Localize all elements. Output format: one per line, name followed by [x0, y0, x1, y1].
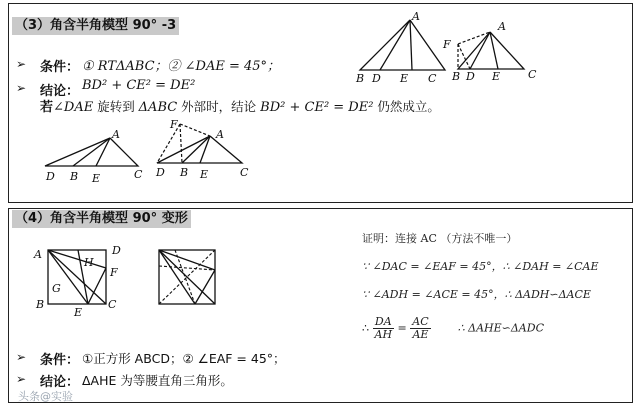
sq1-label-A: A	[34, 248, 42, 261]
fig4-label-B: B	[180, 166, 189, 179]
section-4-heading: （4）角含半角模型 90° 变形	[12, 210, 191, 228]
fig4-label-D: D	[156, 166, 165, 179]
bullet-arrow-icon: ➢	[16, 350, 27, 364]
note-angle: ∠DAE	[53, 100, 94, 115]
fig3-label-D: D	[46, 170, 55, 183]
sq1-label-E: E	[74, 306, 83, 319]
proof-equals: =	[397, 321, 407, 335]
condition-label: 条件：	[40, 60, 80, 75]
bullet-arrow-icon: ➢	[16, 81, 27, 95]
note-text-3: 仍然成立。	[373, 99, 440, 114]
fig1-label-B: B	[356, 72, 365, 85]
section4-condition-text: ①正方形 ABCD；② ∠EAF = 45°；	[82, 351, 286, 366]
proof-line-3	[362, 316, 544, 341]
fig3-label-E: E	[92, 172, 101, 185]
fig1-label-C: C	[428, 72, 437, 85]
figure-square-construction	[145, 240, 235, 315]
proof-line-1: ∵ ∠DAC = ∠EAF = 45°，∴ ∠DAH = ∠CAE	[362, 260, 599, 273]
fig2-label-A: A	[498, 20, 506, 33]
sq1-label-G: G	[52, 282, 61, 295]
watermark: 头条@实验	[18, 390, 73, 403]
section4-conclusion-text: ΔAHE 为等腰直角三角形。	[82, 373, 233, 388]
fig2-label-D: D	[466, 70, 475, 83]
conclusion-formula: BD² + CE² = DE²	[82, 78, 196, 93]
fig1-label-A: A	[412, 10, 420, 23]
note-prefix: 若	[40, 100, 54, 115]
proof-conclusion: ∴ ΔAHE∽ΔADC	[457, 321, 544, 335]
sq1-label-B: B	[36, 298, 45, 311]
sq1-label-H: H	[84, 256, 94, 269]
proof-fraction-1	[373, 316, 395, 341]
fig1-label-D: D	[372, 72, 381, 85]
fig3-label-B: B	[70, 170, 79, 183]
fig4-label-A: A	[216, 128, 224, 141]
fig4-label-F: F	[170, 118, 178, 131]
note-text-2: 外部时，结论	[177, 99, 261, 114]
sq1-label-F: F	[110, 266, 118, 279]
proof-frac2-denominator: AE	[412, 328, 429, 341]
fig4-label-C: C	[240, 166, 249, 179]
section4-condition-label: 条件：	[40, 353, 80, 368]
fig2-label-C: C	[528, 68, 537, 81]
fig3-label-C: C	[134, 168, 143, 181]
section4-conclusion-label: 结论：	[40, 375, 80, 390]
proof-frac1-numerator: DA	[373, 316, 395, 329]
section-3-heading: （3）角含半角模型 90° -3	[12, 17, 179, 35]
condition-text: ① RTΔABC；② ∠DAE = 45°；	[82, 59, 281, 74]
sq1-label-C: C	[108, 298, 117, 311]
proof-title: 证明：连接 AC （方法不唯一）	[362, 232, 518, 245]
bullet-arrow-icon: ➢	[16, 372, 27, 386]
note-triangle: ΔABC	[138, 100, 178, 115]
figure-triangle-external-rotated	[152, 118, 252, 173]
fig2-label-E: E	[492, 70, 501, 83]
fig2-label-B: B	[452, 70, 461, 83]
proof-line-2: ∵ ∠ADH = ∠ACE = 45°，∴ ΔADH∽ΔACE	[362, 288, 591, 301]
note-formula: BD² + CE² = DE²	[260, 100, 374, 115]
bullet-arrow-icon: ➢	[16, 57, 27, 71]
proof-frac2-numerator: AC	[412, 315, 429, 328]
rotation-note	[40, 96, 440, 115]
fig3-label-A: A	[112, 128, 120, 141]
sq1-label-D: D	[112, 244, 121, 257]
proof-fraction-2	[410, 316, 430, 341]
proof-therefore: ∴	[362, 321, 369, 335]
note-text-1: 旋转到	[93, 99, 139, 114]
conclusion-label: 结论：	[40, 84, 80, 99]
fig1-label-E: E	[400, 72, 409, 85]
fig2-label-F: F	[443, 38, 451, 51]
proof-frac1-denominator: AH	[374, 328, 393, 341]
fig4-label-E: E	[200, 168, 209, 181]
